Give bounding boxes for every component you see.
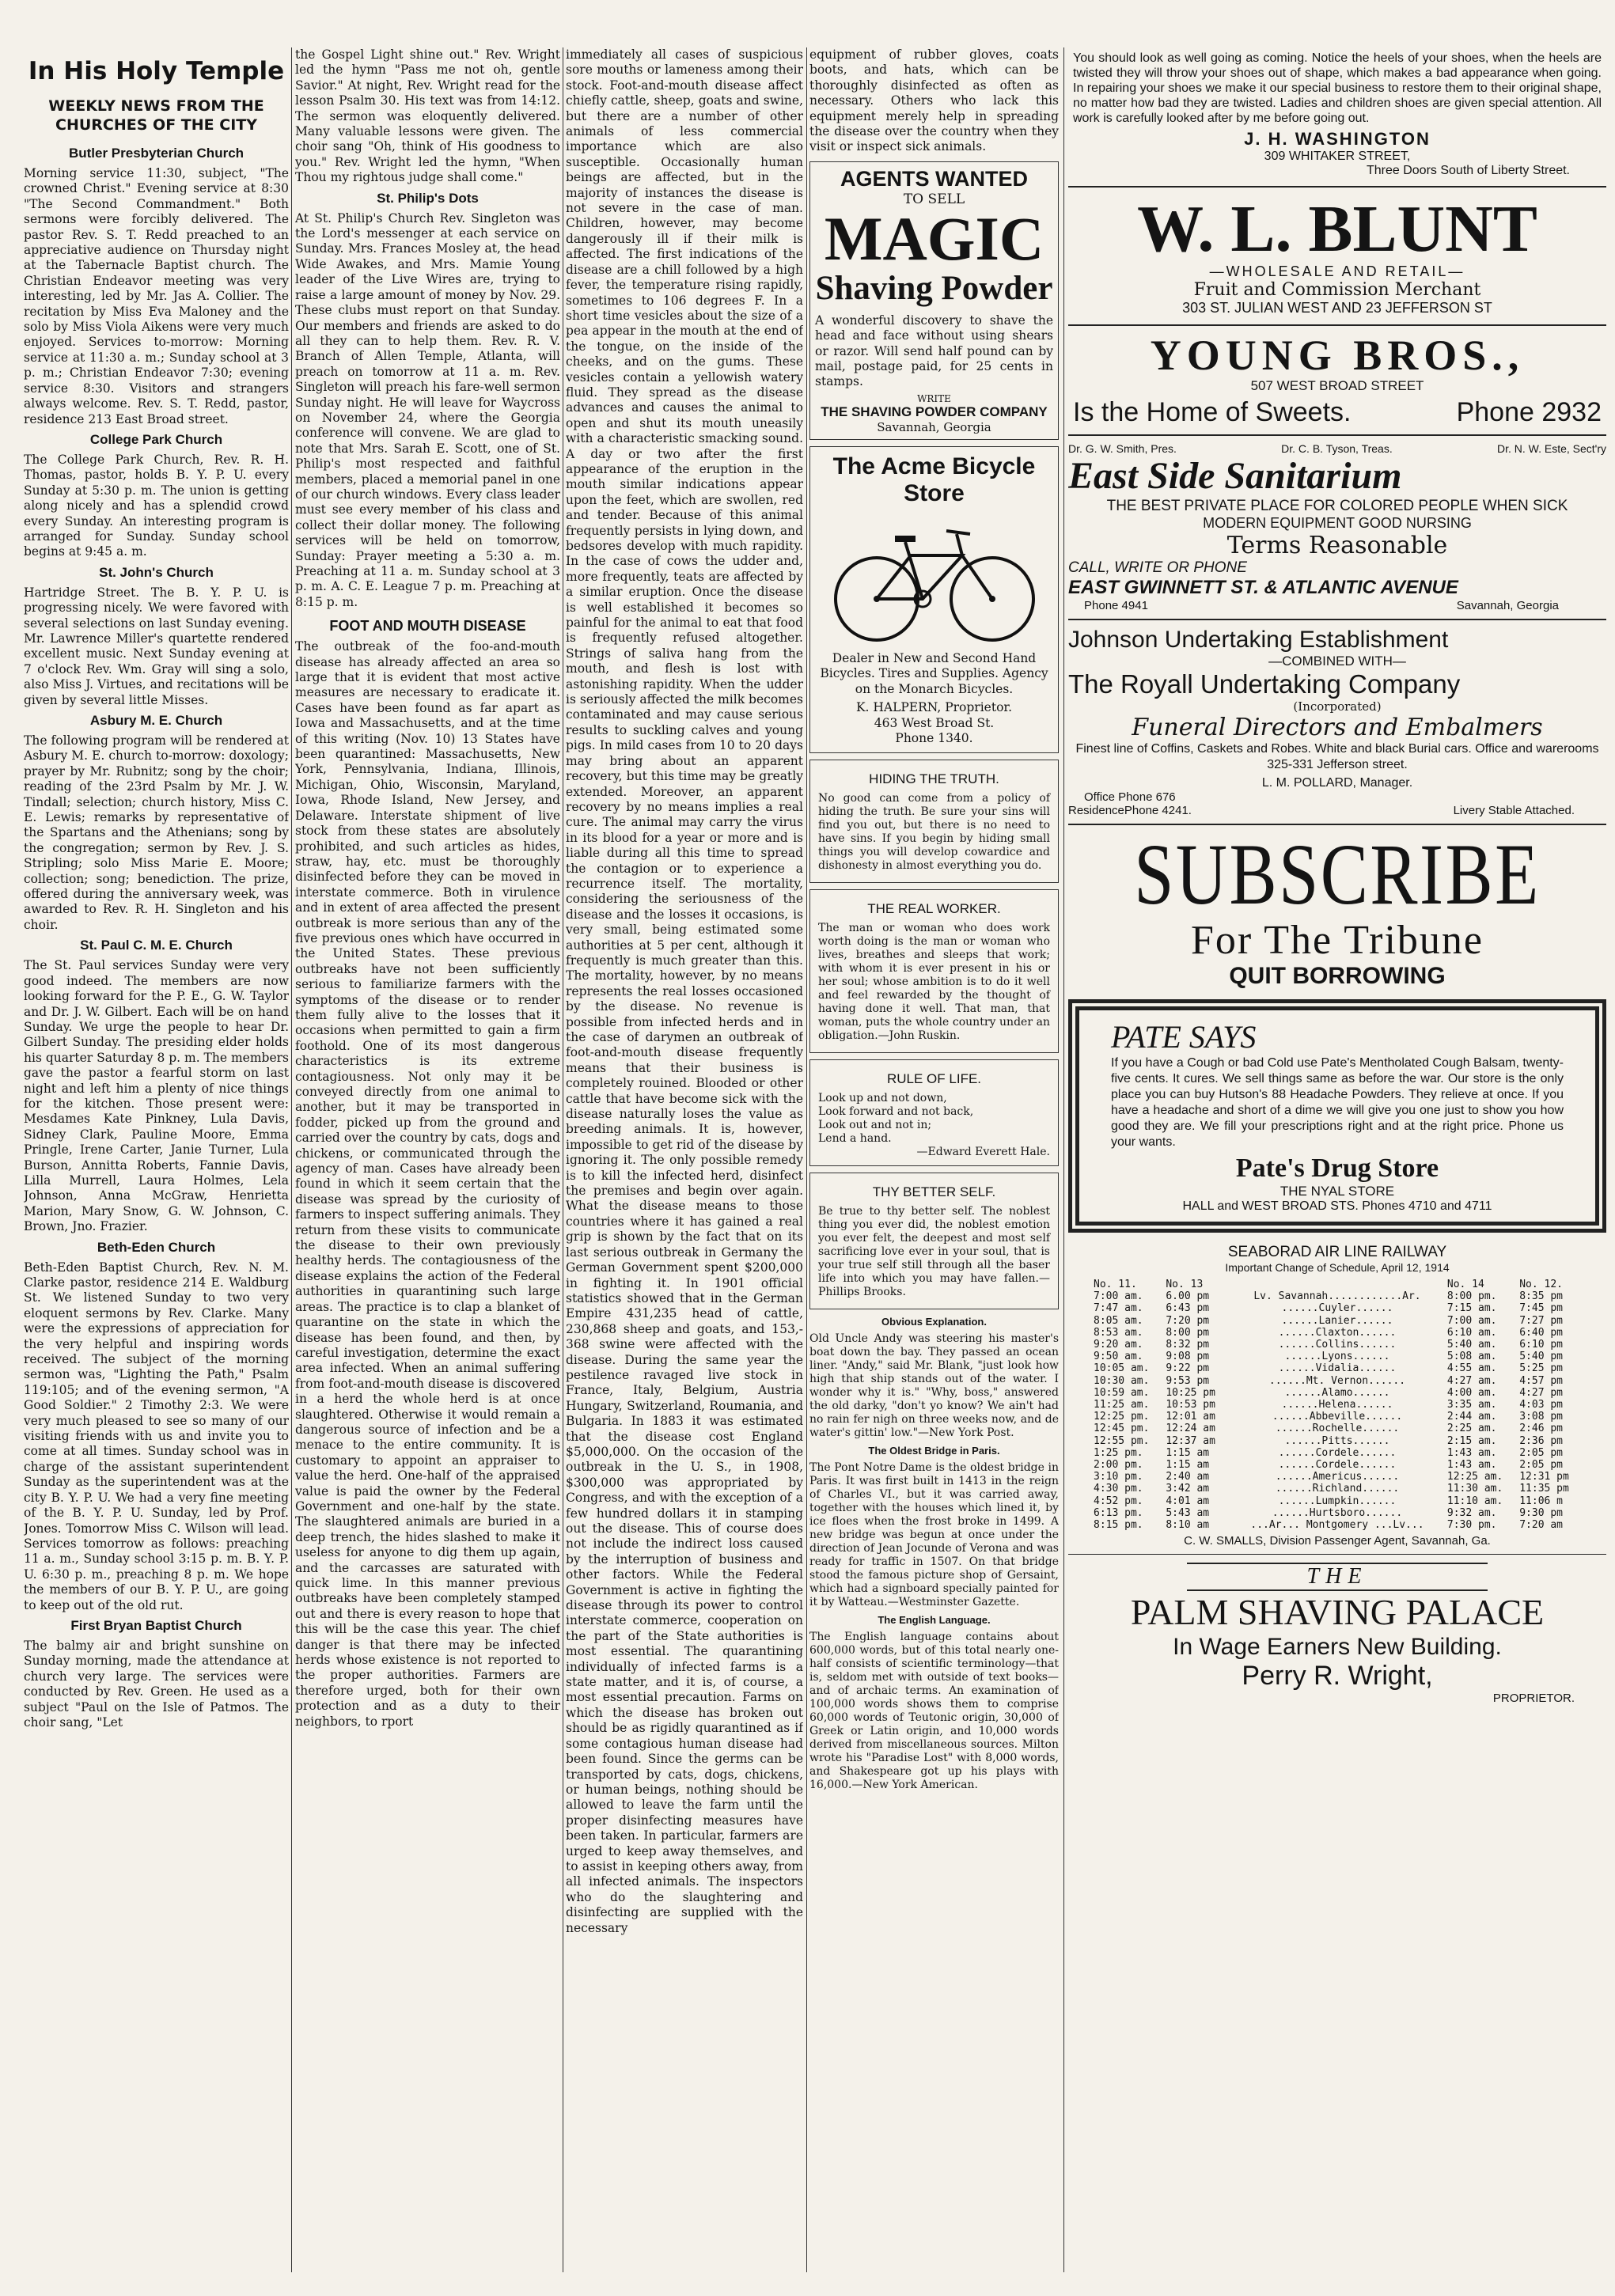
schedule-row: [1092, 1399, 1583, 1411]
schedule-row: [1092, 1351, 1583, 1362]
schedule-row: [1092, 1483, 1583, 1495]
ad-line: For The Tribune: [1191, 918, 1484, 963]
officer: Dr. G. W. Smith, Pres.: [1068, 442, 1177, 455]
ad-name: PALM SHAVING PALACE: [1130, 1592, 1545, 1633]
article-body: immediately all cases of suspicious sore mouths or lameness among their stock. Foot-and-mouth disease affect chiefly cattle, sheep, goats and swine, but there are a number of other animals of less commercial importance which are also susceptible. Occasionally human beings are affected, but in the majority of instances the disease is not severe in the case of man. Children, however, may become dangerously ill if their milk is affected. The first indications of the disease are a chill followed by a high fever, the temperature rising rapidly, sometimes to 106 degrees F. In a short time vesicles about the size of a pea appear in the mouth at the end of the tongue, on the inside of the cheeks, and on the gums. These vesicles contain a yellowish watery fluid. They spread as the disease advances and causes the animal to open and shut its mouth uneasily with a characteristic smacking sound. A day or two after the first appearance of the eruption in the mouth similar indications appear upon the feet, which are swollen, red and tender. Because of this animal frequently persists in lying down, and bedsores develop with much rapidity. In the case of cows the udder and, more frequently, teats are affected by a similar eruption. Once the disease is well established it becomes so painful for the animal to eat that food is frequently refused altogether. Strings of saliva hang from the mouth, and flesh is lost with astonishing rapidity. When the udder is seriously affected the milk becomes contaminated and may cause serious results to suckling calves and young pigs. In mild cases from 10 to 20 days may bring about an apparent recovery, but this time may be greatly extended. Moreover, an apparent recovery by no means implies a real cure. The animal may carry the virus in its blood for a year or more and is liable during all this time to spread the contagion or to experience a recurrence itself. The mortality, considering the seriousness of the disease and the losses it occasions, is very small, being estimated some authorities at 5 per cent, although it frequently is much greater than this. The mortality, however, by no means represents the real losses occasioned by the disease. No revenue is possible from infected herds and in the case of darymen an outbreak of foot-and-mouth disease frequently means that their business is completely rouined. Blooded or other cattle that have become sick with the disease naturally loses the value as breeding animals. It is, however, impossible to get rid of the disease by ignoring it. The only possible remedy is to kill the infected herd, disinfect the premises and begin over again. What the disease means to those countries where it has gained a real grip is shown by the fact that on its last serious outbreak in Germany the German Government spent $200,000 in fighting it. In 1901 official statistics showed that in the German Empire 431,235 head of cattle, 230,868 sheep and goats, and 153,- 368 swine were affected with the disease. During the same year the pestilence ravaged live stock in France, Italy, Belgium, Austria Hungary, Switzerland, Roumania, and Bulgaria. In 1883 it was estimated that the disease cost England $5,000,000. On the occasion of the outbreak in the U. S., in 1908, $300,000 was appropriated by Congress, and with the exception of a few hundred dollars it in stamping out the disease. This of course does not include the indirect loss caused by the interruption of business and other factors. While the Federal Government is active in fighting the disease through its power to control interstate commerce, cooperation on the part of the State authorities is most essential. The quarantining individually of infected farms is a state matter, and it is, of course, a most essential precaution. Farms on which the disease has broken out should be as rigidly quarantined as if some contagious human disease had been found. Since the germs can be transported by cats, dogs, chickens, or human beings, nothing should be allowed to leave the farm until the proper disinfecting measures have been taken. In particular, farmers are urged to keep away themselves, and to assist in keeping others away, from all infected animals. The inspectors who do the slaughtering and disinfecting are supplied with the necessary: [566, 47, 803, 1935]
ad-phone: Phone 2932: [1456, 397, 1602, 427]
palm-shaving-ad: [1068, 1555, 1606, 1713]
schedule-cell: 1:15 am: [1166, 1446, 1210, 1459]
schedule-cell: 7:00 am.: [1446, 1314, 1497, 1327]
section-body: The St. Paul services Sunday were very good indeed. The members are now looking forward for the P. E., G. W. Taylor and Dr. J. W. Gilbert. Each will be on hand Sunday. We urge the people to hear Dr. Gilbert Sunday. The presiding elder holds his quarter Saturday 8 p. m. The members gave the pastor a fearful storm on last night and left him a plenty of nice things for the kitchen. Those present were: Mesdames Kate Pinkney, Lula Davis, Sidney Clark, Pauline Moore, Emma Pringle, Irene Carter, Janie Turner, Lula Burson, Annitta Roberts, Fannie Davis, Lilla Murrell, Laura Holmes, Lela Johnson, Anna McGraw, Henrietta Marion, Mary Snow, G. W. Johnson, C. Brown, Jno. Frazier.: [24, 958, 289, 1234]
section-heading: First Bryan Baptist Church: [70, 1617, 242, 1633]
schedule-cell: 7:20 pm: [1166, 1314, 1210, 1327]
schedule-cell: 9:50 am.: [1094, 1351, 1143, 1363]
schedule-cell: 2:44 am.: [1446, 1411, 1497, 1423]
young-bros-ad: [1068, 326, 1606, 436]
undertaking-ad: [1068, 620, 1606, 825]
section-heading: Obvious Explanation.: [881, 1316, 987, 1328]
schedule-cell: ......Claxton......: [1278, 1326, 1397, 1339]
schedule-cell: 8:32 pm: [1166, 1339, 1210, 1351]
section-heading: Butler Presbyterian Church: [68, 146, 245, 161]
ad-body: Dealer in New and Second Hand Bicycles. Tires and Supplies. Agency on the Monarch Bicycles.: [820, 650, 1048, 696]
ad-line: Perry R. Wright,: [1242, 1661, 1433, 1692]
column-advertisements: [1068, 47, 1606, 2271]
schedule-row: [1092, 1411, 1583, 1423]
schedule-row: [1092, 1447, 1583, 1459]
poem-line: Look up and not down,: [818, 1092, 947, 1105]
article-body: At St. Philip's Church Rev. Singleton was the Lord's messenger at each service on Sunday. Mrs. Frances Mosley at, the head Wide Awakes, and Mrs. Mamie Young leader of the Live Wires are, trying to raise a large amount of money by Nov. 29. These clubs must report on that Sunday. Our members and friends are asked to do all they can to help them. Rev. R. V. Branch of Allen Temple, Atlanta, will preach on tomorrow at 11 a. m. Rev. Singleton will preach his fare-well sermon Sunday night. He will leave for Waycross on November 24, where the Georgia conference will convene. We are glad to note that Mrs. Sarah E. Scott, one of St. Philip's most respected and faithful members, placed a memorial panel in one of our church windows. Every class leader must see every member of his class and collect their dollar money. The following services will be held on tomorrow, Sunday: Prayer meeting a 5:30 a. m. Preaching at 11 a. m. Sunday school at 3 p. m. A. C. E. League 7 p. m. Preaching at 8:15 p. m.: [295, 210, 560, 609]
officer: Dr. C. B. Tyson, Treas.: [1281, 442, 1393, 455]
schedule-agent: C. W. SMALLS, Division Passenger Agent, Savannah, Ga.: [1184, 1534, 1491, 1548]
schedule-cell: 8:35 pm: [1519, 1290, 1564, 1303]
schedule-cell: 1:15 am: [1166, 1459, 1210, 1472]
poem-attribution: —Edward Everett Hale.: [916, 1146, 1050, 1159]
schedule-cell: 6:13 pm.: [1094, 1506, 1143, 1519]
ad-line: PROPRIETOR.: [1492, 1692, 1575, 1706]
section-body: The following program will be rendered at Asbury M. E. church to-morrow: doxology; prayer by Mr. Rubnitz; song by the choir; reading of the 23rd Psalm by Mr. J. W. Tindall; selection; church history, Miss C. E. Lewis; remarks by representative of the Spartans and the Athenians; song by the congregation; sermon by Rev. J. S. Stripling; solo Miss Marie E. Moore; collection; song; benediction. The prize, offered during the anniversary week, was awarded to Rev. R. H. Singleton and his choir.: [24, 733, 289, 932]
ad-line: Terms Reasonable: [1226, 532, 1448, 559]
schedule-cell: ......Cuyler......: [1281, 1302, 1393, 1315]
schedule-cell: 4:55 am.: [1446, 1362, 1497, 1375]
schedule-cell: 4:01 am: [1166, 1495, 1210, 1507]
schedule-cell: 9:08 pm: [1166, 1351, 1210, 1363]
schedule-cell: 9:53 pm: [1166, 1374, 1210, 1387]
schedule-cell: 11:30 am.: [1446, 1483, 1503, 1495]
schedule-cell: 10:25 pm: [1166, 1386, 1215, 1399]
pate-drug-ad: [1068, 999, 1606, 1233]
schedule-header: [1092, 1279, 1583, 1290]
schedule-row: [1092, 1459, 1583, 1471]
ad-line: 463 West Broad St.: [874, 715, 995, 730]
ad-line: —COMBINED WITH—: [1268, 654, 1406, 669]
section-heading: St. Philip's Dots: [377, 190, 479, 206]
schedule-cell: ......Lanier......: [1281, 1314, 1393, 1327]
washington-shoe-ad: [1068, 47, 1606, 188]
magic-shaving-ad: [809, 161, 1059, 440]
ad-line: Shaving Powder: [815, 269, 1053, 307]
schedule-cell: 8:10 am: [1166, 1519, 1210, 1532]
schedule-cell: 9:22 pm: [1166, 1362, 1210, 1375]
schedule-cell: ......Vidalia......: [1278, 1362, 1397, 1375]
schedule-cell: 7:30 pm.: [1446, 1519, 1497, 1532]
subscribe-ad: [1068, 825, 1606, 995]
article-continuation: the Gospel Light shine out." Rev. Wright led the hymn "Pass me not oh, gentle Savior." At night, Rev. Wright read for the lesson Psalm 30. His text was from 14:12. The sermon was eloquently delivered. Many valuable lessons were given. The choir sang "Oh, think of His goodness to you." Rev. Wright led the hymn, "When Thou my rightous judge shall come.": [295, 47, 560, 185]
blunt-ad: [1068, 188, 1606, 326]
schedule-cell: 2:25 am.: [1446, 1423, 1497, 1435]
schedule-cell: ......Helena......: [1281, 1399, 1393, 1411]
schedule-cell: ......Alamo......: [1284, 1386, 1390, 1399]
schedule-cell: 1:43 am.: [1446, 1459, 1497, 1472]
bicycle-icon: [828, 512, 1041, 646]
schedule-cell: 4:27 pm: [1519, 1386, 1564, 1399]
ad-line: Savannah, Georgia: [1456, 599, 1559, 612]
schedule-cell: 5:43 am: [1166, 1506, 1210, 1519]
schedule-cell: 3:35 am.: [1446, 1399, 1497, 1411]
schedule-cell: 7:45 pm: [1519, 1302, 1564, 1315]
schedule-cell: 5:08 am.: [1446, 1351, 1497, 1363]
section-heading: College Park Church: [89, 431, 223, 447]
box-heading: THY BETTER SELF.: [872, 1184, 996, 1200]
schedule-cell: 5:40 am.: [1446, 1339, 1497, 1351]
schedule-cell: 7:15 am.: [1446, 1302, 1497, 1315]
church-sections: [24, 146, 289, 1730]
schedule-row: [1092, 1471, 1583, 1483]
schedule-cell: 8:53 am.: [1094, 1326, 1143, 1339]
ad-body: Finest line of Coffins, Caskets and Robes. White and black Burial cars. Office and warerooms 325-331 Jefferson street.: [1075, 742, 1599, 771]
schedule-cell: ......Collins......: [1278, 1339, 1397, 1351]
schedule-cell: 6:10 pm: [1519, 1339, 1564, 1351]
ad-line: 303 ST. JULIAN WEST AND 23 JEFFERSON ST: [1182, 300, 1492, 316]
ad-body: If you have a Cough or bad Cold use Pate's Mentholated Cough Balsam, twenty-five cents. It cures. We sell things same as before the war. Our store is the only place you can buy Hutson's 88 Headache Powders. They relieve at once. If you have a headache and short of a dime we will give you one just to show you how good they are. We fill your prescriptions right and at the right price. Phone us your wants.: [1111, 1056, 1564, 1149]
schedule-cell: 4:27 am.: [1446, 1374, 1497, 1387]
schedule-row: [1092, 1302, 1583, 1314]
schedule-cell: 6:10 am.: [1446, 1326, 1497, 1339]
box-body: No good can come from a policy of hiding the truth. Be sure your sins will find you out, but there is no need to have sins. If you begin by hiding small things you will develop cowardice and dishonesty in almost everything you do.: [818, 792, 1050, 873]
section-body: The balmy air and bright sunshine on Sunday morning, made the attendance at church very large. The services were conducted by Rev. Green. He used as a subject "Paul on the Isle of Patmos. The choir sang, "Let: [24, 1638, 289, 1730]
ad-line: —WHOLESALE AND RETAIL—: [1209, 263, 1465, 279]
schedule-cell: 4:03 pm: [1519, 1399, 1564, 1411]
ad-line: L. M. POLLARD, Manager.: [1261, 776, 1413, 790]
schedule-row: [1092, 1495, 1583, 1507]
schedule-cell: 3:08 pm: [1519, 1411, 1564, 1423]
ad-line: Savannah, Georgia: [877, 419, 991, 434]
schedule-row: [1092, 1507, 1583, 1519]
ad-name: J. H. WASHINGTON: [1244, 129, 1431, 149]
schedule-cell: 5:25 pm: [1519, 1362, 1564, 1375]
header-cell: No. 11.: [1094, 1279, 1137, 1290]
schedule-row: [1092, 1423, 1583, 1434]
schedule-cell: ......Lumpkin......: [1278, 1495, 1397, 1507]
schedule-cell: 2:05 pm: [1519, 1459, 1564, 1472]
article-body: Old Uncle Andy was steering his master's boat down the bay. They passed an ocean liner. "Andy," said Mr. Blank, "just look how high that ship stands out of the water. I wonder why it is." "Why, boss," answered the old darky, "don't yo know? We ain't had no rain fer nigh on three weeks now, and de water's gittin' low."—New York Post.: [809, 1332, 1059, 1440]
ad-line: AGENTS WANTED: [840, 166, 1028, 191]
schedule-cell: 10:05 am.: [1094, 1362, 1150, 1375]
schedule-cell: 8:00 pm.: [1446, 1290, 1497, 1303]
schedule-cell: 2:00 pm.: [1094, 1459, 1143, 1472]
schedule-cell: 10:30 am.: [1094, 1374, 1150, 1387]
better-self-box: [809, 1173, 1059, 1309]
schedule-cell: Lv. Savannah............Ar.: [1253, 1290, 1421, 1303]
schedule-cell: 3:42 am: [1166, 1483, 1210, 1495]
ad-line: WRITE: [917, 392, 951, 404]
schedule-cell: 2:36 pm: [1519, 1434, 1564, 1447]
column-divider: [1063, 47, 1064, 2272]
schedule-cell: 8:15 pm.: [1094, 1519, 1143, 1532]
ad-title: The Acme Bicycle Store: [832, 453, 1036, 506]
schedule-table: [1092, 1279, 1583, 1531]
column-divider: [291, 47, 292, 2272]
poem-line: Look forward and not back,: [818, 1105, 974, 1119]
schedule-cell: 12:24 am: [1166, 1423, 1215, 1435]
schedule-cell: 2:40 am: [1166, 1471, 1210, 1483]
section-heading: St. Paul C. M. E. Church: [80, 938, 233, 953]
section-heading: St. John's Church: [99, 564, 214, 580]
section-heading: The English Language.: [878, 1614, 991, 1627]
schedule-cell: 3:10 pm.: [1094, 1471, 1143, 1483]
header-cell: [1229, 1279, 1446, 1290]
ad-name: East Side Sanitarium: [1068, 455, 1402, 497]
schedule-row: [1092, 1435, 1583, 1447]
section-body: Hartridge Street. The B. Y. P. U. is progressing nicely. We were favored with several selections on last Sunday evening. Mr. Lawrence Miller's quartette rendered excellent music. Next Sunday evening at 7 o'clock Rev. Wm. Gray will sing a solo, also Miss J. Virtues, and recitations will be given by several little Misses.: [24, 585, 289, 707]
article-body: The outbreak of the foo-and-mouth disease has already affected an area so large that it is evident that most active measures are necessary to eradicate it. Cases have been found as far apart as Iowa and Massachusetts, and at the time of this writing (Nov. 10) 13 States have been quarantined: Massachusetts, New York, Pennsylvania, Indiana, Illinois, Michigan, Ohio, Wisconsin, Maryland, Iowa, Rhode Island, New Jersey, and Delaware. Interstate shipment of live stock from these states are absolutely prohibited, and such articles as hides, straw, hay, etc. must be thoroughly disinfected before they can be moved in interstate commerce. Both in virulence and in extent of area affected the present outbreak is more serious than any of the five previous ones which have occurred in the United States. These previous outbreaks have not been sufficiently serious to familiarize farmers with the symptoms of the disease or to render them fully alive to the losses that it occasions when permitted to gain a firm foothold. One of its most dangerous characteristics is its extreme contagiousness. Not only may it be conveyed directly from one animal to another, but it may be transported in fodder, picked up from the ground and carried over the country by cats, dogs and chickens, or communicated through the agency of man. Cases have already been found in which it seem certain that the disease was spread by the curiosity of farmers to inspect suffering animals. They return from these visits to communicate the disease to their own previously healthy herds. The contagiousness of the disease explains the action of the Federal authorities in quarantining such large areas. The practice is to clap a blanket of quarantine on the state in which the disease has been found, and then, by careful investigation, determine the exact area infected. When an animal suffering from foot-and-mouth disease is discovered in a herd the whole herd is at once slaughtered. Otherwise it would remain a dangerous source of infection and be a menace to the entire community. It is customary to appoint an appraiser to value the herd. One-half of the appraised value is paid the owner by the Federal Government and one-half by the state. The slaughtered animals are buried in a deep trench, the hides slashed to make it useless for anyone to dig them up again, and the carcasses are saturated with quick lime. In this manner previous outbreaks have been completely stamped out and there is every reason to hope that this will be the case this year. The chief danger is that there may be infected herds whose existence is not reported to the proper authorities. Farmers are therefore urged, both for their own protection and as a duty to their neighbors, to rport: [295, 639, 560, 1729]
box-heading: RULE OF LIFE.: [886, 1071, 982, 1087]
schedule-cell: ......Rochelle......: [1275, 1423, 1400, 1435]
schedule-cell: 9:20 am.: [1094, 1339, 1143, 1351]
ad-line: THE: [1187, 1563, 1488, 1591]
column-four: [809, 47, 1059, 2271]
column-divider: [806, 47, 807, 2272]
schedule-cell: 12:25 pm.: [1094, 1411, 1150, 1423]
header-cell: No. 12.: [1519, 1279, 1564, 1290]
column-church-news: [24, 47, 289, 2271]
schedule-cell: ......Pitts......: [1284, 1434, 1390, 1447]
schedule-cell: 9:30 pm: [1519, 1506, 1564, 1519]
box-body: Be true to thy better self. The noblest thing you ever did, the noblest emotion you ever felt, the deepest and most self sacrificing love ever in your soul, that is your true self still through all the baser life into which you may have fallen.—Phillips Brooks.: [818, 1205, 1050, 1299]
schedule-row: [1092, 1315, 1583, 1327]
section-heading: FOOT AND MOUTH DISEASE: [329, 618, 526, 635]
box-heading: THE REAL WORKER.: [867, 901, 1001, 917]
schedule-cell: 8:00 pm: [1166, 1326, 1210, 1339]
schedule-row: [1092, 1339, 1583, 1351]
schedule-cell: 4:52 pm.: [1094, 1495, 1143, 1507]
ad-name: Johnson Undertaking Establishment: [1068, 627, 1449, 653]
schedule-row: [1092, 1519, 1583, 1531]
ad-line: QUIT BORROWING: [1229, 963, 1446, 989]
section-body: The College Park Church, Rev. R. H. Thomas, pastor, holds B. Y. P. U. every Sunday at 5:30 p. m. The union is getting along nicely and has a splendid crowd every Sunday. An interesting program is arranged for Sunday. Sunday school begins at 9:45 a. m.: [24, 452, 289, 559]
schedule-cell: 10:59 am.: [1094, 1386, 1150, 1399]
schedule-cell: ......Cordele......: [1278, 1446, 1397, 1459]
schedule-row: [1092, 1375, 1583, 1387]
ad-line: THE SHAVING POWDER COMPANY: [821, 404, 1048, 419]
schedule-cell: 10:53 pm: [1166, 1399, 1215, 1411]
schedule-cell: 6.00 pm: [1166, 1290, 1210, 1303]
ad-line: MAGIC: [824, 203, 1044, 273]
ad-body: A wonderful discovery to shave the head and face without using shears or razor. Will send half pound can by mail, postage paid, for 25 cents in stamps.: [815, 313, 1053, 389]
column-three: [566, 47, 803, 2271]
schedule-title: SEABORAD AIR LINE RAILWAY: [1227, 1244, 1447, 1260]
ad-name: The Royall Undertaking Company: [1068, 669, 1461, 699]
schedule-cell: 7:00 am.: [1094, 1290, 1143, 1303]
article-continuation: equipment of rubber gloves, coats boots, and hats, which can be thoroughly disinfected as often as necessary. Others who lack this equipment merely help in spreading the disease over the country when they visit or inspect sick animals.: [809, 47, 1059, 154]
ad-line: Fruit and Commission Merchant: [1193, 280, 1481, 300]
hiding-truth-box: [809, 760, 1059, 883]
schedule-cell: ......Cordele......: [1278, 1459, 1397, 1472]
schedule-cell: 11:06 m: [1519, 1495, 1564, 1507]
schedule-cell: 2:05 pm: [1519, 1446, 1564, 1459]
schedule-cell: 7:47 am.: [1094, 1302, 1143, 1315]
schedule-cell: 4:00 am.: [1446, 1386, 1497, 1399]
schedule-row: [1092, 1327, 1583, 1339]
schedule-cell: 6:40 pm: [1519, 1326, 1564, 1339]
schedule-cell: ...Ar... Montgomery ...Lv...: [1250, 1519, 1424, 1532]
ad-phone: Phone 4941: [1084, 599, 1148, 612]
poem-line: Lend a hand.: [818, 1132, 892, 1146]
section-heading: Beth-Eden Church: [97, 1239, 216, 1255]
schedule-cell: 6:43 pm: [1166, 1302, 1210, 1315]
schedule-cell: ......Hurtsboro......: [1272, 1506, 1403, 1519]
schedule-cell: 12:01 am: [1166, 1411, 1215, 1423]
officer: Dr. N. W. Este, Sect'ry: [1496, 442, 1606, 455]
schedule-cell: ......Lyons......: [1284, 1351, 1390, 1363]
box-body: The man or woman who does work worth doing is the man or woman who lives, breathes and sleeps that work; with whom it is ever present in his or her soul; whose ambition is to do it well and feel rewarded by the thought of having done it well. That man, that woman, puts the whole country under an obligation.—John Ruskin.: [818, 922, 1050, 1043]
ad-phone: ResidencePhone 4241.: [1068, 804, 1192, 817]
schedule-cell: 12:25 am.: [1446, 1471, 1503, 1483]
rule-of-life-box: [809, 1059, 1059, 1166]
schedule-row: [1092, 1387, 1583, 1399]
ad-name: YOUNG BROS.,: [1150, 332, 1525, 379]
schedule-cell: 8:05 am.: [1094, 1314, 1143, 1327]
box-heading: HIDING THE TRUTH.: [869, 771, 999, 787]
schedule-cell: ......Abbeville......: [1272, 1411, 1403, 1423]
ad-line: Livery Stable Attached.: [1453, 804, 1575, 817]
ad-line: Funeral Directors and Embalmers: [1132, 714, 1543, 741]
ad-line: CALL, WRITE OR PHONE: [1068, 559, 1247, 576]
ad-line: 309 WHITAKER STREET,: [1264, 150, 1411, 163]
ad-line: Three Doors South of Liberty Street.: [1366, 164, 1570, 177]
ad-phone: Office Phone 676: [1084, 790, 1176, 804]
masthead: In His Holy Temple: [28, 57, 285, 85]
ad-name: W. L. BLUNT: [1137, 192, 1537, 266]
section-heading: Asbury M. E. Church: [89, 713, 223, 728]
sanitarium-ad: [1068, 436, 1606, 620]
schedule-cell: 1:25 pm.: [1094, 1446, 1143, 1459]
schedule-cell: 7:20 am: [1519, 1519, 1564, 1532]
schedule-cell: ......Mt. Vernon......: [1268, 1374, 1406, 1387]
article-body: The English language contains about 600,000 words, but of this total nearly one-half consists of scientific terminology—that is, seldom met with outside of text books—and of archaic terms. An examination of 100,000 words shows them to comprise 60,000 words of Teutonic origin, 30,000 of Greek or Latin origin, and 10,000 words derived from miscellaneous sources. Milton wrote his "Paradise Lost" with 8,000 words, and Shakespeare got up his plays with 16,000.—New York American.: [809, 1631, 1059, 1792]
ad-line: HALL and WEST BROAD STS. Phones 4710 and 4711: [1182, 1199, 1492, 1213]
ad-line: THE BEST PRIVATE PLACE FOR COLORED PEOPLE WHEN SICK: [1106, 498, 1568, 514]
schedule-cell: 12:55 pm.: [1094, 1434, 1150, 1447]
section-body: Beth-Eden Baptist Church, Rev. N. M. Clarke pastor, residence 214 E. Waldburg St. We listened Sunday to two very eloquent sermons by Rev. Clarke. Many were the expressions of appreciation for the very helpful and inspiring words received. The subject of the morning sermon was, "Lighting the Path," Psalm 119:105; and of the evening sermon, "A Good Soldier." 2 Timothy 2:3. We were very much pleased to see so many of our visiting friends with us and invite you to come at all times. Sunday school was in charge of the assistant superintendent Sunday as the superintendent was at the city B. Y. P. U. We had a very fine meeting of the B. Y. P. U. Sunday, led by Prof. Jones. Tomorrow Miss C. Wilson will lead. Services tomorrow as follows: preaching 11 a. m., Sunday school 3:15 p. m. B. Y. P. U. 6:30 p. m., preaching 8 p. m. We hope the members of our B. Y. P. U., are going to keep out of the old rut.: [24, 1260, 289, 1612]
subhead: WEEKLY NEWS FROM THE CHURCHES OF THE CITY: [48, 97, 264, 134]
ad-name: SUBSCRIBE: [1134, 826, 1541, 923]
real-worker-box: [809, 889, 1059, 1053]
schedule-cell: 11:35 pm: [1519, 1483, 1569, 1495]
column-two: [295, 47, 560, 2271]
railway-schedule: [1068, 1233, 1606, 1555]
article-body: The Pont Notre Dame is the oldest bridge in Paris. It was first built in 1413 in the reign of Charles VI., but it was carried away, together with the houses which lined it, by ice floes when the frost broke in 1499. A new bridge was begun at once under the direction of Jean Jocunde of Verona and was ready for traffic in 1507. On that bridge stood the famous picture shop of Gersaint, which had a signboard specially painted for it by Watteau.—Westminster Gazette.: [809, 1461, 1059, 1609]
schedule-cell: 2:15 am.: [1446, 1434, 1497, 1447]
ad-name: PATE SAYS: [1111, 1019, 1257, 1055]
ad-line: 507 WEST BROAD STREET: [1250, 378, 1424, 393]
schedule-row: [1092, 1290, 1583, 1302]
schedule-cell: 9:32 am.: [1446, 1506, 1497, 1519]
ad-line: In Wage Earners New Building.: [1173, 1634, 1502, 1661]
schedule-cell: 2:46 pm: [1519, 1423, 1564, 1435]
schedule-cell: ......Richland......: [1275, 1483, 1400, 1495]
schedule-subtitle: Important Change of Schedule, April 12, 1914: [1225, 1261, 1450, 1274]
schedule-cell: 4:30 pm.: [1094, 1483, 1143, 1495]
schedule-cell: ......Americus......: [1275, 1471, 1400, 1483]
ad-line: TO SELL: [903, 191, 965, 207]
acme-bicycle-ad: [809, 446, 1059, 753]
schedule-cell: 7:27 pm: [1519, 1314, 1564, 1327]
header-cell: No. 13: [1166, 1279, 1204, 1290]
ad-line: EAST GWINNETT ST. & ATLANTIC AVENUE: [1068, 577, 1458, 598]
schedule-cell: 12:37 am: [1166, 1434, 1215, 1447]
ad-line: THE NYAL STORE: [1279, 1184, 1395, 1199]
ad-line: MODERN EQUIPMENT GOOD NURSING: [1203, 515, 1472, 531]
schedule-cell: 12:31 pm: [1519, 1471, 1569, 1483]
schedule-cell: 1:43 am.: [1446, 1446, 1497, 1459]
schedule-row: [1092, 1362, 1583, 1374]
ad-line: (Incorporated): [1293, 699, 1382, 714]
section-body: Morning service 11:30, subject, "The crowned Christ." Evening service at 8:30 "The Second Commandment." Both sermons were forcibly delivered. The pastor Rev. S. T. Redd preached to an appreciative audience on Thursday night at the Tabernacle Baptist church. The Christian Endeavor meeting was very interesting, led by Mr. Jas A. Collier. The recitation by Miss Eva Maloney and the solo by Miss Viola Aikens were very much enjoyed. Services to-morrow: Morning service at 11:30 a. m.; Sunday school at 3 p. m.; Christian Endeavor 7:30; evening service 8:30. Visitors and strangers always welcome. Rev. S. T. Redd, pastor, residence 213 East Broad street.: [24, 166, 289, 426]
schedule-cell: 5:40 pm: [1519, 1351, 1564, 1363]
section-heading: The Oldest Bridge in Paris.: [868, 1445, 1000, 1457]
poem-line: Look out and not in;: [818, 1119, 932, 1132]
ad-slogan: Is the Home of Sweets.: [1073, 397, 1352, 427]
schedule-cell: 4:57 pm: [1519, 1374, 1564, 1387]
schedule-cell: 11:10 am.: [1446, 1495, 1503, 1507]
schedule-cell: 12:45 pm.: [1094, 1423, 1150, 1435]
header-cell: No. 14: [1446, 1279, 1484, 1290]
ad-line: K. HALPERN, Proprietor.: [855, 700, 1013, 715]
ad-body: You should look as well going as coming. Notice the heels of your shoes, when the heels are twisted they will throw your shoes out of shape, which makes a bad appearance when going. In repairing your shoes we make it our special business to restore them to their original shape, no matter how bad they are twisted. Ladies and children shoes are given special attention. All work is carefully looked after by me before going out.: [1073, 51, 1602, 125]
ad-name: Pate's Drug Store: [1235, 1154, 1439, 1183]
ad-line: Phone 1340.: [895, 730, 973, 745]
schedule-cell: 11:25 am.: [1094, 1399, 1150, 1411]
